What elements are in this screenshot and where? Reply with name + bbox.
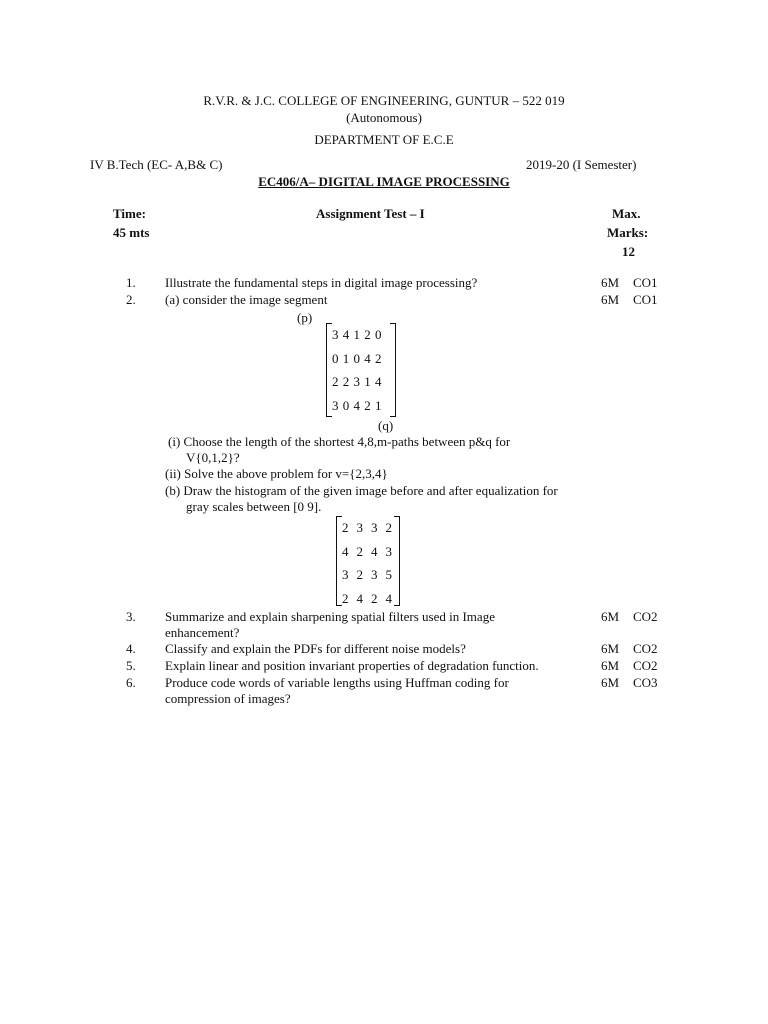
test-title: Assignment Test – I: [316, 206, 425, 221]
marks-value: 12: [622, 244, 635, 259]
college-name: R.V.R. & J.C. COLLEGE OF ENGINEERING, GUNTUR – 522 019: [203, 93, 565, 108]
question-2-part-b-line1: (b) Draw the histogram of the given image before and after equalization for: [165, 483, 558, 498]
question-3-co: CO2: [633, 609, 658, 624]
question-2-part-i-line2: V{0,1,2}?: [186, 450, 240, 465]
matrix-right-bracket: [390, 323, 396, 417]
matrix-right-bracket: [394, 516, 400, 606]
question-6-text-line1: Produce code words of variable lengths using Huffman coding for: [165, 675, 509, 690]
question-6-number: 6.: [126, 675, 136, 690]
question-5-text: Explain linear and position invariant properties of degradation function.: [165, 658, 539, 673]
time-value: 45 mts: [113, 225, 150, 240]
question-2-number: 2.: [126, 292, 136, 307]
time-label: Time:: [113, 206, 146, 221]
max-label: Max.: [612, 206, 641, 221]
matrix-left-bracket: [326, 323, 332, 417]
question-1-text: Illustrate the fundamental steps in digital image processing?: [165, 275, 478, 290]
question-2-part-i-line1: (i) Choose the length of the shortest 4,8,m-paths between p&q for: [168, 434, 511, 449]
question-1-number: 1.: [126, 275, 136, 290]
question-4-number: 4.: [126, 641, 136, 656]
matrix-row: 0 1 0 4 2: [332, 350, 382, 366]
matrix-row: 3 4 1 2 0: [332, 327, 382, 342]
question-4-marks: 6M: [601, 641, 620, 656]
question-1-co: CO1: [633, 275, 658, 290]
session-info: 2019-20 (I Semester): [526, 157, 637, 172]
matrix-row: 3 2 3 5: [342, 567, 393, 582]
question-2-part-ii: (ii) Solve the above problem for v={2,3,4}: [165, 466, 388, 481]
question-3-text-line1: Summarize and explain sharpening spatial filters used in Image: [165, 609, 495, 624]
matrix-row: 2 4 2 4: [342, 590, 393, 606]
question-5-marks: 6M: [601, 658, 620, 673]
matrix-row: 2 3 3 2: [342, 520, 393, 535]
question-4-co: CO2: [633, 641, 658, 656]
histogram-image-matrix: [336, 516, 400, 606]
question-5-co: CO2: [633, 658, 658, 673]
question-1-marks: 6M: [601, 275, 620, 290]
question-3-number: 3.: [126, 609, 136, 624]
question-5-number: 5.: [126, 658, 136, 673]
question-2-part-b-line2: gray scales between [0 9].: [186, 499, 322, 514]
question-2-text: (a) consider the image segment: [165, 292, 328, 307]
question-6-text-line2: compression of images?: [165, 691, 291, 706]
question-4-text: Classify and explain the PDFs for different noise models?: [165, 641, 466, 656]
question-2-marks: 6M: [601, 292, 620, 307]
question-6-co: CO3: [633, 675, 658, 690]
pixel-q-label: (q): [378, 418, 394, 433]
question-2-co: CO1: [633, 292, 658, 307]
image-segment-matrix: [326, 323, 396, 417]
autonomous-label: (Autonomous): [346, 110, 422, 125]
course-title: EC406/A– DIGITAL IMAGE PROCESSING: [258, 174, 510, 189]
matrix-row: 4 2 4 3: [342, 543, 393, 559]
question-3-marks: 6M: [601, 609, 620, 624]
matrix-row: 3 0 4 2 1: [332, 397, 382, 413]
question-6-marks: 6M: [601, 675, 620, 690]
matrix-left-bracket: [336, 516, 342, 606]
marks-label: Marks:: [607, 225, 649, 240]
pixel-p-label: (p): [297, 310, 313, 325]
question-3-text-line2: enhancement?: [165, 625, 240, 640]
matrix-row: 2 2 3 1 4: [332, 374, 382, 389]
department-name: DEPARTMENT OF E.C.E: [314, 132, 454, 147]
class-info: IV B.Tech (EC- A,B& C): [90, 157, 223, 172]
